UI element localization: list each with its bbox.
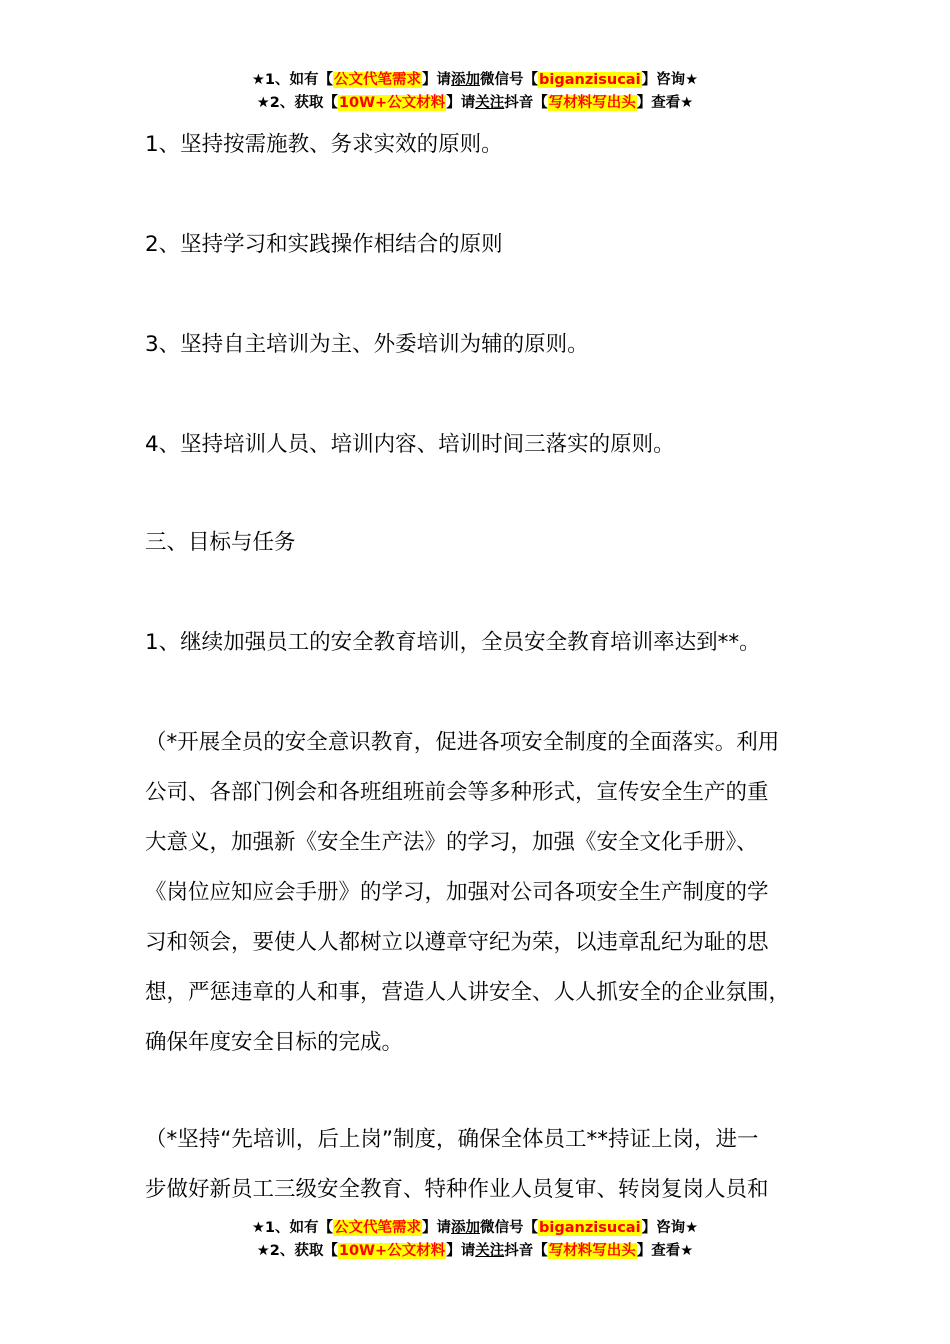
section-heading: 三、目标与任务 xyxy=(145,530,296,555)
banner-text: 】咨询★ xyxy=(641,72,699,88)
banner-line-2 xyxy=(0,1240,950,1263)
banner-text: ★1、如有【 xyxy=(251,1220,334,1236)
task-1: 1、继续加强员工的安全教育培训，全员安全教育培训率达到**。 xyxy=(145,630,761,655)
banner-text: 】请 xyxy=(446,95,476,111)
paragraph-line: 公司、各部门例会和各班组班前会等多种形式，宣传安全生产的重 xyxy=(145,780,769,805)
paragraph-line: 确保年度安全目标的完成。 xyxy=(145,1030,404,1055)
principle-2: 2、坚持学习和实践操作相结合的原则 xyxy=(145,232,503,257)
highlight-wechat-id: biganzisucai xyxy=(539,72,641,88)
principle-4: 4、坚持培训人员、培训内容、培训时间三落实的原则。 xyxy=(145,432,675,457)
footer-banner xyxy=(0,1217,950,1263)
banner-line-2 xyxy=(0,92,950,115)
banner-line-1 xyxy=(0,69,950,92)
banner-emphasis-add: 添加 xyxy=(451,72,481,88)
banner-emphasis-follow: 关注 xyxy=(475,1243,505,1259)
banner-emphasis-follow: 关注 xyxy=(475,95,505,111)
paragraph-line: 习和领会，要使人人都树立以遵章守纪为荣，以违章乱纪为耻的思 xyxy=(145,930,769,955)
banner-text: ★2、获取【 xyxy=(256,95,338,111)
paragraph-training-first xyxy=(145,1115,835,1215)
highlight-ghostwriting: 公文代笔需求 xyxy=(334,1220,422,1236)
paragraph-line: （*开展全员的安全意识教育，促进各项安全制度的全面落实。利用 xyxy=(145,730,780,755)
banner-line-1 xyxy=(0,1217,950,1240)
banner-text: 】请 xyxy=(422,72,452,88)
highlight-douyin: 写材料写出头 xyxy=(548,95,636,111)
highlight-ghostwriting: 公文代笔需求 xyxy=(334,72,422,88)
banner-text: 】请 xyxy=(422,1220,452,1236)
banner-text: 微信号【 xyxy=(480,1220,539,1236)
banner-emphasis-add: 添加 xyxy=(451,1220,481,1236)
highlight-materials: 10W+公文材料 xyxy=(338,1243,446,1259)
principle-3: 3、坚持自主培训为主、外委培训为辅的原则。 xyxy=(145,332,589,357)
paragraph-awareness xyxy=(145,718,835,1068)
highlight-douyin: 写材料写出头 xyxy=(548,1243,636,1259)
paragraph-line: 《岗位应知应会手册》的学习，加强对公司各项安全生产制度的学 xyxy=(145,880,769,905)
principle-1: 1、坚持按需施教、务求实效的原则。 xyxy=(145,132,503,157)
banner-text: 抖音【 xyxy=(504,1243,548,1259)
header-banner xyxy=(0,69,950,115)
paragraph-line: 步做好新员工三级安全教育、特种作业人员复审、转岗复岗人员和 xyxy=(145,1177,769,1202)
banner-text: ★2、获取【 xyxy=(256,1243,338,1259)
banner-text: 】咨询★ xyxy=(641,1220,699,1236)
banner-text: 抖音【 xyxy=(504,95,548,111)
banner-text: 】查看★ xyxy=(636,95,694,111)
paragraph-line: 大意义，加强新《安全生产法》的学习，加强《安全文化手册》、 xyxy=(145,830,758,855)
banner-text: 】请 xyxy=(446,1243,476,1259)
highlight-materials: 10W+公文材料 xyxy=(338,95,446,111)
highlight-wechat-id: biganzisucai xyxy=(539,1220,641,1236)
banner-text: ★1、如有【 xyxy=(251,72,334,88)
banner-text: 】查看★ xyxy=(636,1243,694,1259)
paragraph-line: 想，严惩违章的人和事，营造人人讲安全、人人抓安全的企业氛围， xyxy=(145,980,791,1005)
paragraph-line: （*坚持“先培训，后上岗”制度，确保全体员工**持证上岗，进一 xyxy=(145,1127,759,1152)
banner-text: 微信号【 xyxy=(480,72,539,88)
